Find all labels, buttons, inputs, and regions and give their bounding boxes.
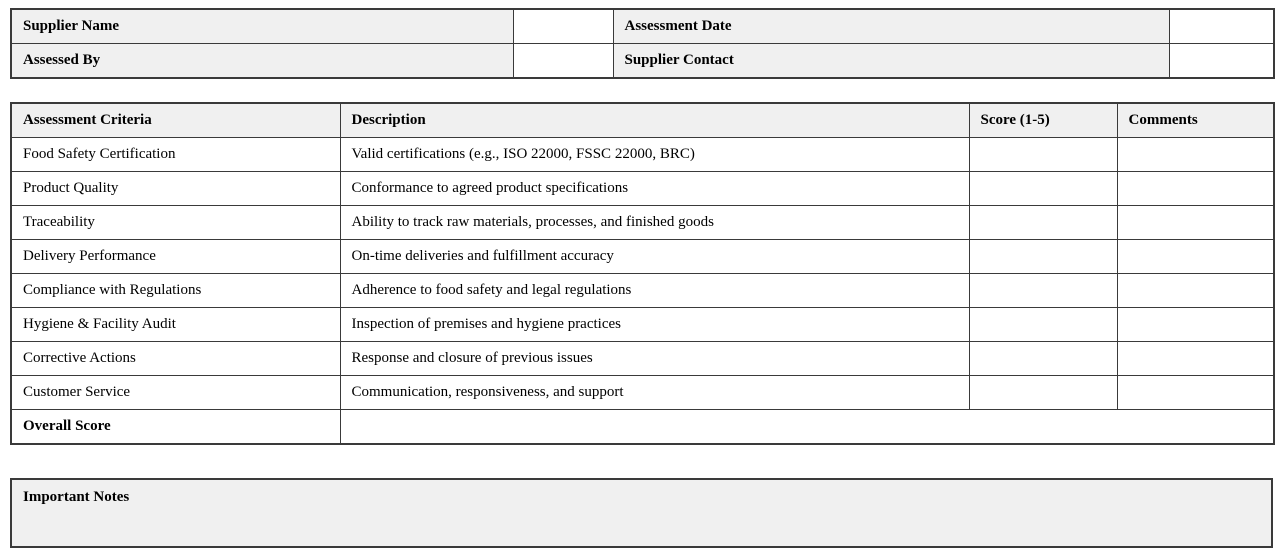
- overall-score-row: [11, 410, 1274, 445]
- comments-cell[interactable]: [1117, 274, 1274, 308]
- supplier-name-value[interactable]: [513, 9, 613, 44]
- comments-cell[interactable]: [1117, 308, 1274, 342]
- table-row: [11, 206, 1274, 240]
- criteria-column-header: Assessment Criteria: [11, 103, 340, 138]
- score-cell[interactable]: [969, 274, 1117, 308]
- important-notes-section: [10, 478, 1273, 548]
- comments-cell[interactable]: [1117, 240, 1274, 274]
- assessment-date-label: Assessment Date: [613, 9, 1169, 44]
- criteria-cell: Delivery Performance: [11, 240, 340, 274]
- score-cell[interactable]: [969, 376, 1117, 410]
- comments-column-header: Comments: [1117, 103, 1274, 138]
- supplier-contact-label: Supplier Contact: [613, 44, 1169, 79]
- score-cell[interactable]: [969, 308, 1117, 342]
- overall-score-value[interactable]: [340, 410, 1274, 445]
- comments-cell[interactable]: [1117, 138, 1274, 172]
- important-notes-title: Important Notes: [23, 489, 130, 505]
- criteria-cell: Food Safety Certification: [11, 138, 340, 172]
- comments-cell[interactable]: [1117, 376, 1274, 410]
- criteria-cell: Corrective Actions: [11, 342, 340, 376]
- table-row: [11, 274, 1274, 308]
- overall-score-label: Overall Score: [11, 410, 340, 445]
- comments-cell[interactable]: [1117, 172, 1274, 206]
- table-row: [11, 342, 1274, 376]
- info-row-2: [11, 44, 1274, 79]
- info-row-1: [11, 9, 1274, 44]
- score-cell[interactable]: [969, 172, 1117, 206]
- table-row: [11, 240, 1274, 274]
- comments-cell[interactable]: [1117, 206, 1274, 240]
- table-row: [11, 376, 1274, 410]
- score-cell[interactable]: [969, 342, 1117, 376]
- description-cell: Communication, responsiveness, and support: [340, 376, 969, 410]
- score-cell[interactable]: [969, 138, 1117, 172]
- assessment-criteria-table: [10, 102, 1275, 445]
- supplier-name-label: Supplier Name: [11, 9, 513, 44]
- description-cell: Inspection of premises and hygiene practices: [340, 308, 969, 342]
- description-cell: Valid certifications (e.g., ISO 22000, FSSC 22000, BRC): [340, 138, 969, 172]
- criteria-cell: Traceability: [11, 206, 340, 240]
- table-row: [11, 308, 1274, 342]
- supplier-info-table: [10, 8, 1275, 79]
- description-cell: Response and closure of previous issues: [340, 342, 969, 376]
- description-column-header: Description: [340, 103, 969, 138]
- criteria-cell: Product Quality: [11, 172, 340, 206]
- assessed-by-label: Assessed By: [11, 44, 513, 79]
- supplier-contact-value[interactable]: [1169, 44, 1274, 79]
- criteria-cell: Customer Service: [11, 376, 340, 410]
- table-row: [11, 138, 1274, 172]
- description-cell: Conformance to agreed product specifications: [340, 172, 969, 206]
- assessed-by-value[interactable]: [513, 44, 613, 79]
- assessment-date-value[interactable]: [1169, 9, 1274, 44]
- criteria-cell: Hygiene & Facility Audit: [11, 308, 340, 342]
- score-cell[interactable]: [969, 240, 1117, 274]
- description-cell: On-time deliveries and fulfillment accuracy: [340, 240, 969, 274]
- description-cell: Ability to track raw materials, processes, and finished goods: [340, 206, 969, 240]
- assessment-header-row: [11, 103, 1274, 138]
- table-row: [11, 172, 1274, 206]
- criteria-cell: Compliance with Regulations: [11, 274, 340, 308]
- score-column-header: Score (1-5): [969, 103, 1117, 138]
- description-cell: Adherence to food safety and legal regulations: [340, 274, 969, 308]
- comments-cell[interactable]: [1117, 342, 1274, 376]
- score-cell[interactable]: [969, 206, 1117, 240]
